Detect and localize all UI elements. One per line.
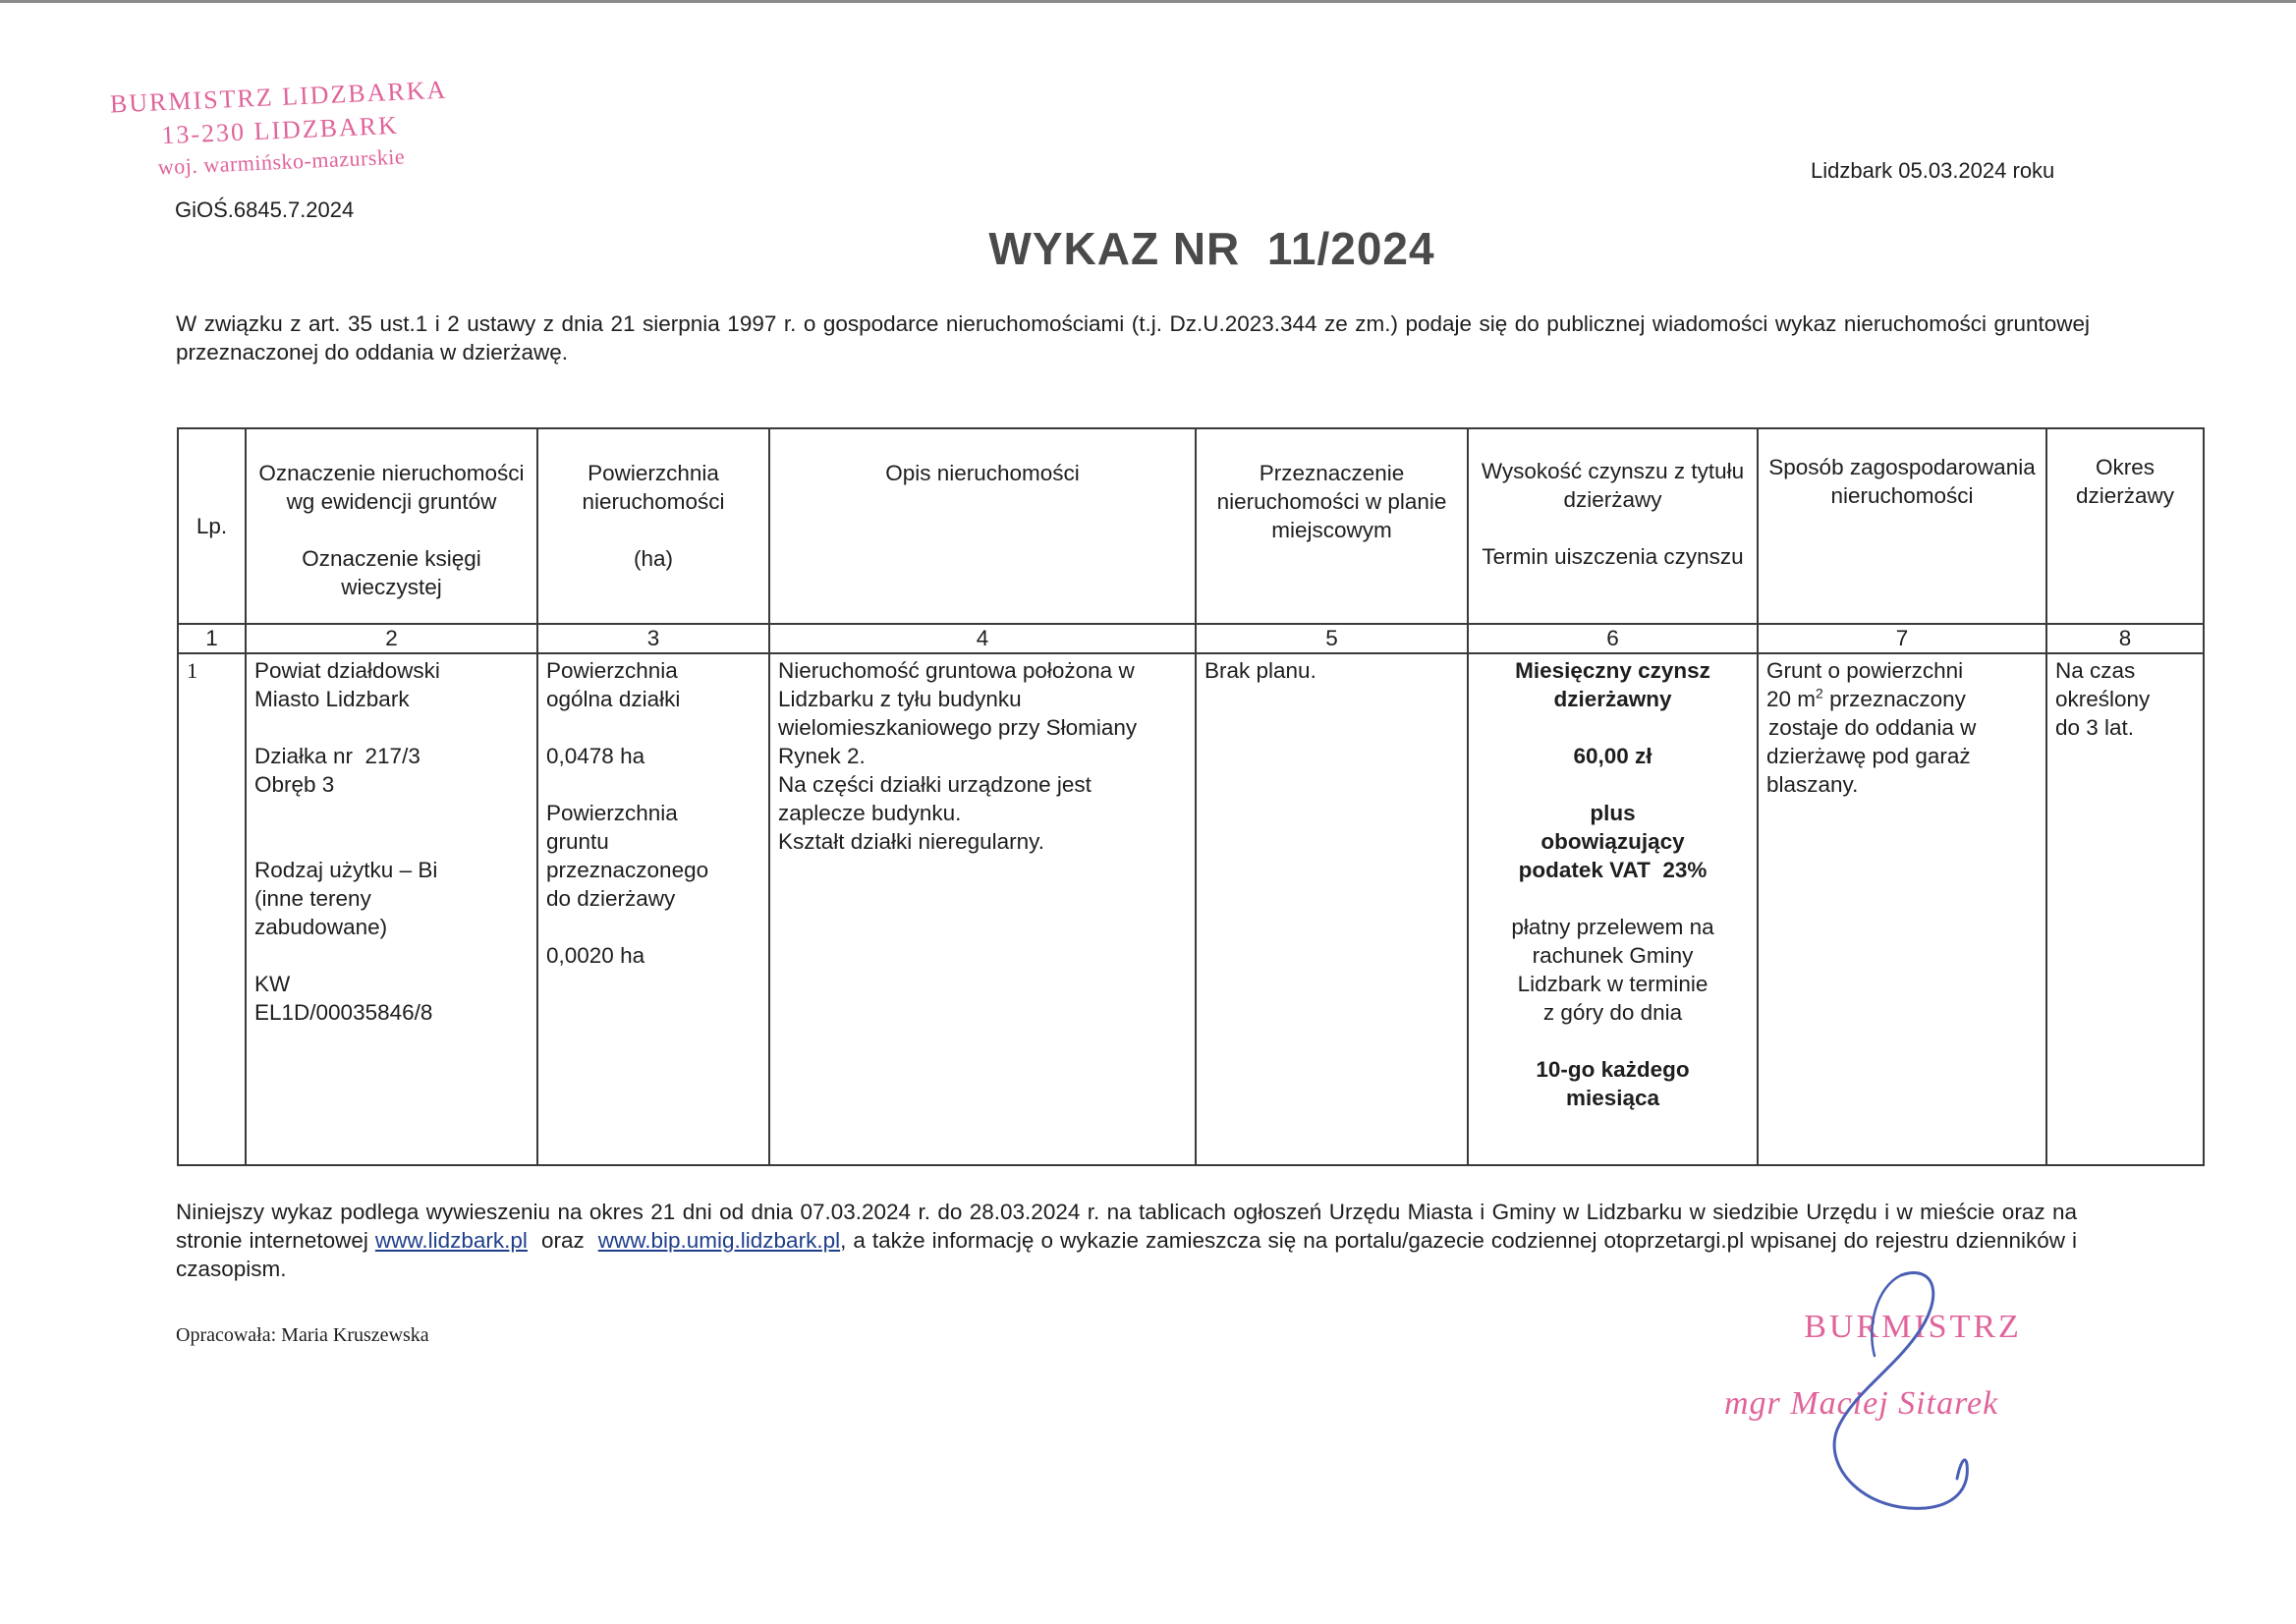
cell-area-line: gruntu [546, 829, 609, 854]
header-col4 [769, 428, 1196, 624]
column-number: 1 [178, 624, 246, 653]
cell-area [537, 653, 769, 1165]
cell-period-line: Na czas [2055, 658, 2136, 683]
cell-area-line: przeznaczonego [546, 858, 709, 882]
cell-location-line: Powiat działdowski [254, 658, 440, 683]
cell-rent-line: plus [1590, 801, 1636, 825]
header-col3-unit: (ha) [633, 546, 673, 571]
footer-text: oraz [527, 1228, 598, 1253]
cell-rent-line: podatek VAT 23% [1518, 858, 1708, 882]
header-col5-text: Przeznaczenie nieruchomości w planie miejscowym [1216, 461, 1447, 542]
cell-area-line: 0,0020 ha [546, 943, 645, 968]
column-number: 5 [1196, 624, 1468, 653]
cell-period-line: określony [2055, 687, 2151, 711]
header-col2-bottom: Oznaczenie księgi wieczystej [302, 546, 481, 599]
cell-usage [1758, 653, 2046, 1165]
link-lidzbark[interactable]: www.lidzbark.pl [374, 1228, 528, 1253]
cell-location-line: Miasto Lidzbark [254, 687, 410, 711]
intro-paragraph: W związku z art. 35 ust.1 i 2 ustawy z dnia 21 sierpnia 1997 r. o gospodarce nieruchomościami (t.j. Dz.U.2023.344 ze zm.) podaje się do publicznej wiadomości wykaz nieruchomości gruntowej przeznaczonej do oddania w dzierżawę. [176, 311, 2090, 364]
signature-stamp-name: mgr Maciej Sitarek [1724, 1385, 1999, 1422]
office-stamp-line1: BURMISTRZ LIDZBARKA [109, 75, 448, 119]
cell-location-line: Działka nr 217/3 [254, 744, 420, 768]
document-date: Lidzbark 05.03.2024 roku [1811, 158, 2055, 183]
scan-border [0, 0, 2296, 3]
cell-location-line: EL1D/00035846/8 [254, 1000, 433, 1025]
usage-area-exponent: 2 [1816, 685, 1823, 701]
header-col2 [246, 428, 537, 624]
cell-lp [178, 653, 246, 1165]
cell-rent-line: dzierżawny [1553, 687, 1672, 711]
cell-rent-line: Miesięczny czynsz [1515, 658, 1710, 683]
footer-paragraph [176, 1198, 2077, 1283]
cell-area-line: ogólna działki [546, 687, 681, 711]
header-col2-top: Oznaczenie nieruchomości wg ewidencji gruntów [258, 461, 525, 514]
cell-location-line: KW [254, 972, 291, 996]
cell-usage-line: zostaje do oddania w [1768, 715, 1977, 740]
table-row [178, 653, 2204, 1165]
header-lp [178, 428, 246, 624]
cell-period [2046, 653, 2204, 1165]
cell-description-line: zaplecze budynku. [778, 801, 962, 825]
column-number-row [178, 624, 2204, 653]
header-col6 [1468, 428, 1758, 624]
header-col6-top: Wysokość czynszu z tytułu dzierżawy [1481, 459, 1745, 512]
cell-description-line: Kształt działki nieregularny. [778, 829, 1044, 854]
handwritten-signature [1798, 1267, 1994, 1523]
cell-description [769, 653, 1196, 1165]
cell-period-line: do 3 lat. [2055, 715, 2135, 740]
cell-description-line: Rynek 2. [778, 744, 866, 768]
cell-plan-text: Brak planu. [1204, 658, 1316, 683]
footer-text: , a także informację o wykazie zamieszcza się na portalu/gazecie codziennej otoprzetargi.pl wpisanej do rejestru dzienników i czasopism. [176, 1228, 2078, 1281]
header-lp-text: Lp. [196, 514, 228, 538]
header-row [178, 428, 2204, 624]
footer-text: Niniejszy wykaz podlega wywieszeniu na okres 21 dni od dnia 07.03.2024 r. do 28.03.2024 r. na tablicach ogłoszeń Urzędu Miasta i Gminy w Lidzbarku w siedzibie Urzędu i w mieście oraz na stronie internetowej [176, 1200, 2077, 1253]
cell-area-line: Powierzchnia [546, 801, 678, 825]
header-col5 [1196, 428, 1468, 624]
reference-number: GiOŚ.6845.7.2024 [175, 197, 355, 222]
office-stamp-line2: 13-230 LIDZBARK [160, 110, 400, 150]
column-number: 3 [537, 624, 769, 653]
cell-rent-line: z góry do dnia [1542, 1000, 1683, 1025]
header-col8 [2046, 428, 2204, 624]
cell-rent-line: rachunek Gminy [1532, 943, 1694, 968]
cell-description-line: Na części działki urządzone jest [778, 772, 1092, 797]
cell-description-line: Nieruchomość gruntowa położona w [778, 658, 1135, 683]
cell-rent-line: Lidzbark w terminie [1517, 972, 1708, 996]
cell-location-line: Rodzaj użytku – Bi [254, 858, 438, 882]
header-col3-top: Powierzchnia nieruchomości [582, 461, 725, 514]
office-stamp [96, 75, 464, 183]
cell-area-line: do dzierżawy [546, 886, 676, 911]
prepared-by: Opracowała: Maria Kruszewska [176, 1324, 429, 1346]
cell-lp-text: 1 [187, 658, 198, 683]
cell-rent-line: 10-go każdego [1536, 1057, 1690, 1082]
column-number: 4 [769, 624, 1196, 653]
cell-description-line: wielomieszkaniowego przy Słomiany [778, 715, 1138, 740]
usage-area-value: 20 m [1766, 687, 1817, 711]
cell-usage-line: blaszany. [1766, 772, 1859, 797]
property-table [177, 427, 2205, 1166]
cell-rent-line: płatny przelewem na [1511, 915, 1714, 939]
header-col6-bottom: Termin uiszczenia czynszu [1482, 544, 1744, 569]
cell-rent [1468, 653, 1758, 1165]
column-number: 7 [1758, 624, 2046, 653]
header-col8-text: Okres dzierżawy [2075, 455, 2175, 508]
cell-location-line: (inne tereny [254, 886, 371, 911]
header-col7 [1758, 428, 2046, 624]
cell-usage-line: Grunt o powierzchni [1766, 658, 1964, 683]
signature-stamp-title: BURMISTRZ [1804, 1309, 2022, 1345]
cell-rent-line: obowiązujący [1540, 829, 1685, 854]
cell-plan [1196, 653, 1468, 1165]
column-number: 8 [2046, 624, 2204, 653]
cell-location-line: zabudowane) [254, 915, 388, 939]
column-number: 6 [1468, 624, 1758, 653]
document-title: WYKAZ NR 11/2024 [988, 223, 1435, 274]
cell-usage-line [1766, 685, 2038, 713]
usage-area-rest: przeznaczony [1822, 687, 1966, 711]
cell-location-line: Obręb 3 [254, 772, 335, 797]
cell-area-line: Powierzchnia [546, 658, 678, 683]
cell-usage-line: dzierżawę pod garaż [1766, 744, 1971, 768]
column-number: 2 [246, 624, 537, 653]
cell-area-line: 0,0478 ha [546, 744, 645, 768]
header-col7-text: Sposób zagospodarowania nieruchomości [1768, 455, 2036, 508]
cell-description-line: Lidzbarku z tyłu budynku [778, 687, 1022, 711]
office-stamp-line3: woj. warmińsko-mazurskie [157, 143, 406, 180]
header-col3 [537, 428, 769, 624]
cell-rent-line: miesiąca [1565, 1086, 1660, 1110]
header-col4-text: Opis nieruchomości [885, 461, 1080, 485]
rent-amount: 60,00 zł [1573, 744, 1652, 768]
cell-location [246, 653, 537, 1165]
link-bip[interactable]: www.bip.umig.lidzbark.pl [597, 1228, 841, 1253]
